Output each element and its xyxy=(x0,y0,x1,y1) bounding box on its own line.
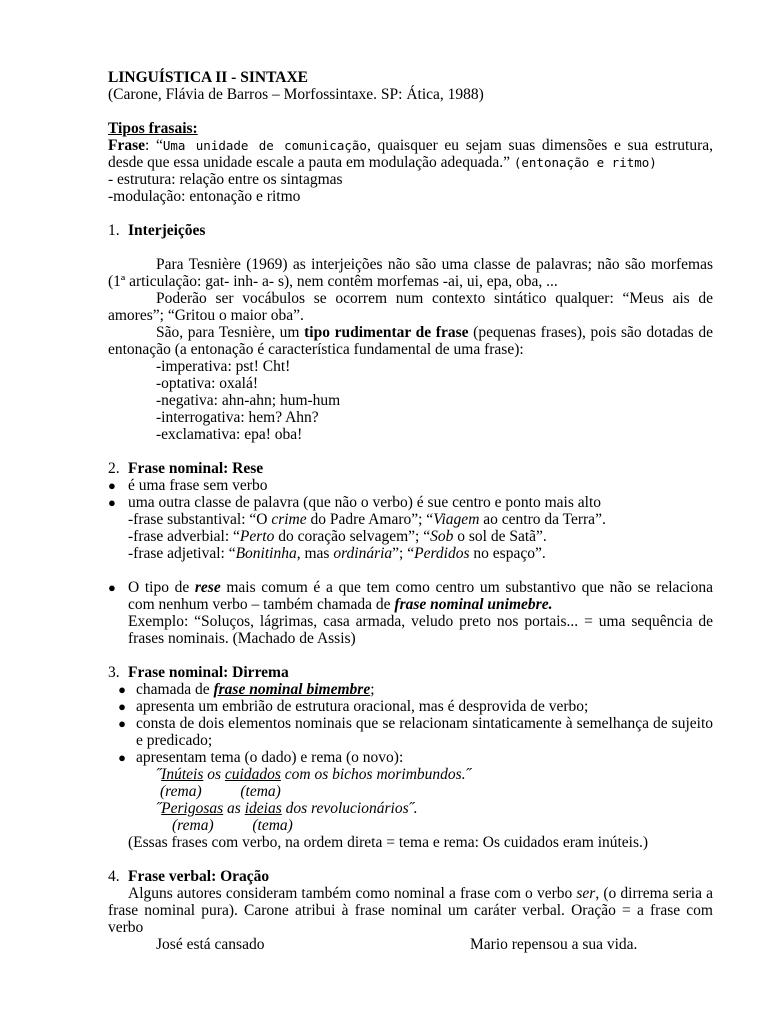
section-2-number: 2. xyxy=(108,460,120,477)
list-item: -imperativa: pst! Cht! xyxy=(156,358,291,375)
frase-label: Frase xyxy=(108,137,146,154)
document-title xyxy=(108,69,713,86)
frase-substantival: -frase substantival: “O crime do Padre Amaro”; “Viagem ao centro da Terra”. xyxy=(128,511,606,528)
modulacao-line: -modulação: entonação e ritmo xyxy=(108,188,301,205)
section-3-title: Frase nominal: Dirrema xyxy=(128,664,289,681)
bullet-icon: ● xyxy=(118,699,126,714)
frase-mono-text: Uma unidade de comunicação xyxy=(162,138,367,153)
dirrema-example-2: ˝Perigosas as ideias dos revolucionários˝. xyxy=(156,800,418,817)
section-3-number: 3. xyxy=(108,664,120,681)
bullet-item: ● apresentam tema (o dado) e rema (o novo): xyxy=(108,749,713,766)
frase-adjetival: -frase adjetival: “Bonitinha, mas ordinária”; “Perdidos no espaço”. xyxy=(128,545,546,562)
list-item: -negativa: ahn-ahn; hum-hum xyxy=(156,392,341,409)
example-left: José está cansado xyxy=(156,936,265,953)
tipo-rudimentar-bold: tipo rudimentar de frase xyxy=(304,324,469,341)
section-2-title: Frase nominal: Rese xyxy=(128,460,264,477)
bullet-item xyxy=(108,579,713,613)
bullet-icon: ● xyxy=(108,495,116,510)
s1-paragraph-2: Poderão ser vocábulos se ocorrem num contexto sintático qualquer: “Meus ais de amores”; “Gritou o maior oba”. xyxy=(108,290,713,324)
bullet-icon: ● xyxy=(118,682,126,697)
frase-text-2: que essa unidade escale a pauta em modulação adequada.” xyxy=(147,154,514,171)
list-item: -interrogativa: hem? Ahn? xyxy=(156,409,319,426)
frase-definition xyxy=(108,137,713,171)
bullet-item: ● é uma frase sem verbo xyxy=(108,477,268,494)
bullet-icon: ● xyxy=(118,716,126,731)
frase-text-1: , quaisquer eu sejam suas dimensões e sua estrutura, desde xyxy=(108,137,713,171)
dirrema-note: (Essas frases com verbo, na ordem direta = tema e rema: Os cuidados eram inúteis.) xyxy=(128,834,649,851)
interjection-type-list xyxy=(108,358,713,443)
bullet-icon: ● xyxy=(108,580,116,595)
tipos-heading xyxy=(108,120,713,137)
section-1-title: Interjeições xyxy=(128,222,206,239)
bullet-item: ● chamada de frase nominal bimembre; xyxy=(108,681,713,698)
section-4-heading xyxy=(108,868,713,885)
list-item: -exclamativa: epa! oba! xyxy=(156,426,303,443)
dirrema-example-1: ˝Inúteis os cuidados com os bichos morimbundos.˝ xyxy=(156,766,471,783)
section-1-number: 1. xyxy=(108,222,120,239)
section-4-number: 4. xyxy=(108,868,120,885)
s1-paragraph-1: Para Tesnière (1969) as interjeições não são uma classe de palavras; não são morfemas (1ª articulação: gat- inh- a- s), nem contêm morfemas -ai, ui, epa, oba, ... xyxy=(108,256,713,290)
s1-paragraph-3: São, para Tesnière, um tipo rudimentar de frase (pequenas frases), pois são dotadas de entonação (a entonação é característica fundamental de uma frase): xyxy=(108,324,713,358)
bullet-icon: ● xyxy=(108,478,116,493)
reference-line: (Carone, Flávia de Barros – Morfossintaxe. SP: Ática, 1988) xyxy=(108,86,484,103)
example-right: Mario repensou a sua vida. xyxy=(470,936,638,953)
bullet-item: ● uma outra classe de palavra (que não o verbo) é sue centro e ponto mais alto xyxy=(108,494,601,511)
frase-adverbial: -frase adverbial: “Perto do coração selvagem”; “Sob o sol de Satã”. xyxy=(128,528,547,545)
bullet-icon: ● xyxy=(118,750,126,765)
dirrema-example-2-labels: (rema) (tema) xyxy=(172,817,293,834)
document-page xyxy=(108,69,713,953)
rese-comum-text: O tipo de rese mais comum é a que tem como centro um substantivo que não se relaciona com nenhum verbo – também chamada de frase nominal unimebre. xyxy=(128,579,713,613)
frase-mono-text-2: (entonação e ritmo) xyxy=(513,155,657,170)
section-1-heading xyxy=(108,222,713,239)
bullet-item: ● consta de dois elementos nominais que se relacionam sintaticamente à semelhança de sujeito e predicado; xyxy=(108,715,713,749)
tipos-heading-text: Tipos frasais: xyxy=(108,120,198,137)
dirrema-example-1-labels: (rema) (tema) xyxy=(160,783,281,800)
title-text: LINGUÍSTICA II - SINTAXE xyxy=(108,69,308,86)
list-item: -optativa: oxalá! xyxy=(156,375,258,392)
estrutura-line: - estrutura: relação entre os sintagmas xyxy=(108,171,343,188)
s2-exemplo: Exemplo: “Soluços, lágrimas, casa armada, veludo preto nos portais... = uma sequência de frases nominais. (Machado de Assis) xyxy=(128,613,713,647)
frase-colon: : “ xyxy=(145,137,163,154)
bullet-item: ● apresenta um embrião de estrutura oracional, mas é desprovida de verbo; xyxy=(108,698,713,715)
section-4-title: Frase verbal: Oração xyxy=(128,868,270,885)
section-2-heading xyxy=(108,460,713,477)
s4-examples xyxy=(108,936,713,953)
s4-paragraph: Alguns autores consideram também como nominal a frase com o verbo ser, (o dirrema seria a frase nominal pura). Carone atribui à frase nominal um caráter verbal. Oração = a frase com verbo xyxy=(108,885,713,936)
section-3-heading xyxy=(108,664,713,681)
